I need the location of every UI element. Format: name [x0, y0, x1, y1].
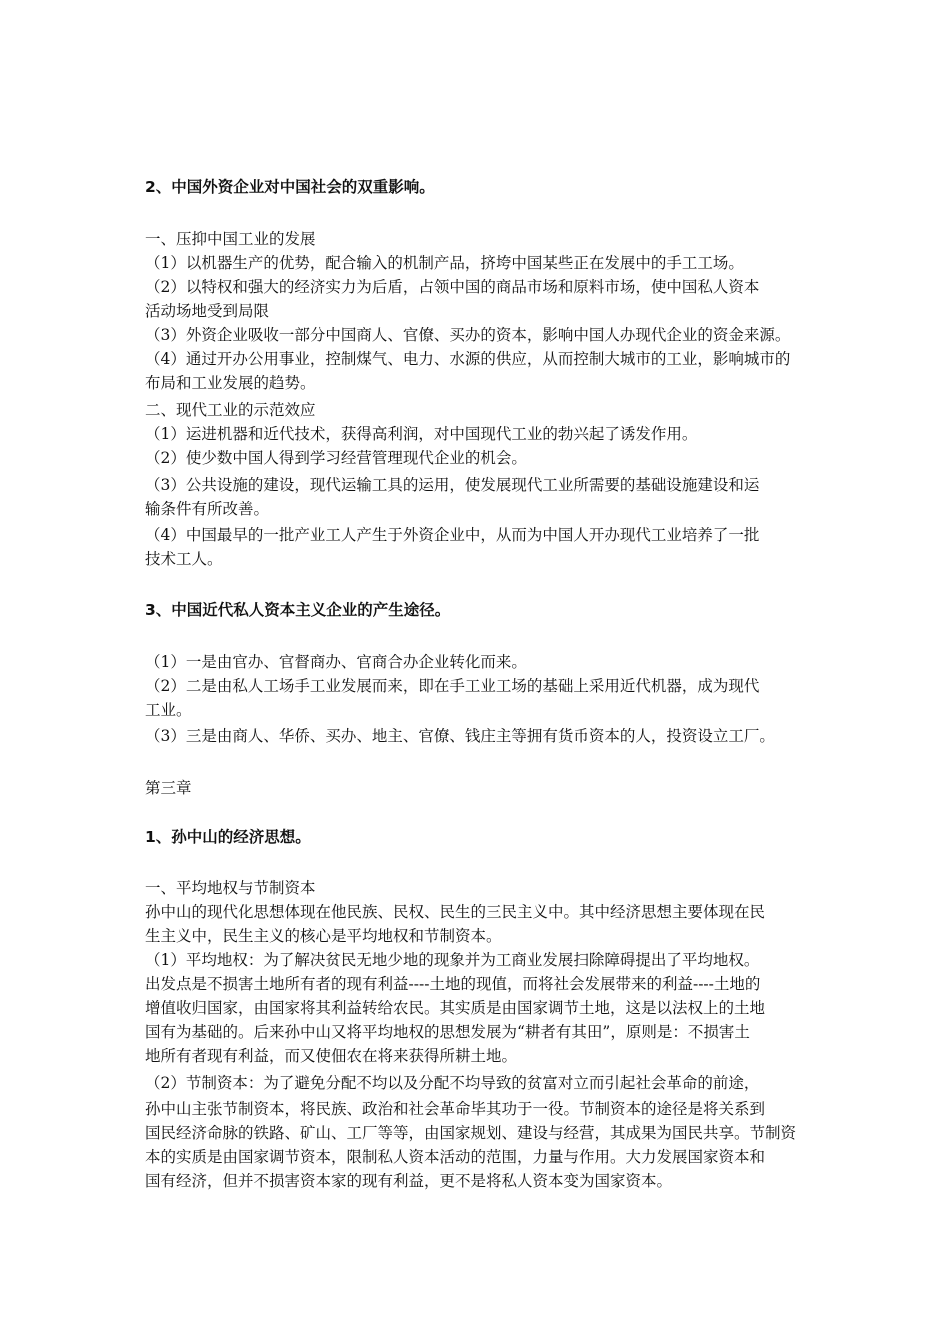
paragraph-line: （2）二是由私人工场手工业发展而来，即在手工业工场的基础上采用近代机器，成为现代	[145, 677, 760, 695]
section-heading-sun-yat-sen: 1、孙中山的经济思想。	[145, 828, 311, 846]
section-heading-private-capital: 3、中国近代私人资本主义企业的产生途径。	[145, 601, 451, 619]
paragraph-line: 增值收归国家，由国家将其利益转给农民。其实质是由国家调节土地，这是以法权上的土地	[145, 999, 766, 1017]
paragraph-line: 地所有者现有利益，而又使佃农在将来获得所耕土地。	[145, 1047, 518, 1065]
subheading-suppress-industry: 一、压抑中国工业的发展	[145, 230, 316, 248]
paragraph-line: 孙中山主张节制资本，将民族、政治和社会革命毕其功于一役。节制资本的途径是将关系到	[145, 1100, 766, 1118]
subheading-land-and-capital: 一、平均地权与节制资本	[145, 879, 316, 897]
paragraph-line: （3）外资企业吸收一部分中国商人、官僚、买办的资本，影响中国人办现代企业的资金来源。	[145, 326, 791, 344]
paragraph-line: （1）以机器生产的优势，配合输入的机制产品，挤垮中国某些正在发展中的手工工场。	[145, 254, 744, 272]
paragraph-line: 生主义中，民生主义的核心是平均地权和节制资本。	[145, 927, 502, 945]
paragraph-line: （1）平均地权：为了解决贫民无地少地的现象并为工商业发展扫除障碍提出了平均地权。	[145, 951, 760, 969]
paragraph-line: 国有经济，但并不损害资本家的现有利益，更不是将私人资本变为国家资本。	[145, 1172, 673, 1190]
section-heading-foreign-enterprises: 2、中国外资企业对中国社会的双重影响。	[145, 178, 435, 196]
paragraph-line: （3）公共设施的建设，现代运输工具的运用，使发展现代工业所需要的基础设施建设和运	[145, 476, 760, 494]
paragraph-line: （4）通过开办公用事业，控制煤气、电力、水源的供应，从而控制大城市的工业，影响城市的	[145, 350, 791, 368]
paragraph-line: 国有为基础的。后来孙中山又将平均地权的思想发展为“耕者有其田”，原则是：不损害土	[145, 1023, 750, 1041]
chapter-title: 第三章	[145, 779, 192, 797]
paragraph-line: 工业。	[145, 701, 192, 719]
paragraph-line: 活动场地受到局限	[145, 302, 270, 320]
paragraph-line: （4）中国最早的一批产业工人产生于外资企业中，从而为中国人开办现代工业培养了一批	[145, 526, 760, 544]
paragraph-line: （2）节制资本：为了避免分配不均以及分配不均导致的贫富对立而引起社会革命的前途，	[145, 1074, 760, 1092]
paragraph-line: （1）一是由官办、官督商办、官商合办企业转化而来。	[145, 653, 527, 671]
paragraph-line: 国民经济命脉的铁路、矿山、工厂等等，由国家规划、建设与经营，其成果为国民共享。节制资	[145, 1124, 797, 1142]
paragraph-line: （1）运进机器和近代技术，获得高利润，对中国现代工业的勃兴起了诱发作用。	[145, 425, 698, 443]
paragraph-line: 出发点是不损害土地所有者的现有利益----土地的现值，而将社会发展带来的利益----土地的	[145, 975, 761, 993]
paragraph-line: 技术工人。	[145, 550, 223, 568]
paragraph-line: 孙中山的现代化思想体现在他民族、民权、民生的三民主义中。其中经济思想主要体现在民	[145, 903, 766, 921]
paragraph-line: 输条件有所改善。	[145, 500, 270, 518]
subheading-demonstration-effect: 二、现代工业的示范效应	[145, 401, 316, 419]
paragraph-line: （2）以特权和强大的经济实力为后盾，占领中国的商品市场和原料市场，使中国私人资本	[145, 278, 760, 296]
paragraph-line: （3）三是由商人、华侨、买办、地主、官僚、钱庄主等拥有货币资本的人，投资设立工厂。	[145, 727, 775, 745]
paragraph-line: 布局和工业发展的趋势。	[145, 374, 316, 392]
paragraph-line: （2）使少数中国人得到学习经营管理现代企业的机会。	[145, 449, 527, 467]
paragraph-line: 本的实质是由国家调节资本，限制私人资本活动的范围，力量与作用。大力发展国家资本和	[145, 1148, 766, 1166]
